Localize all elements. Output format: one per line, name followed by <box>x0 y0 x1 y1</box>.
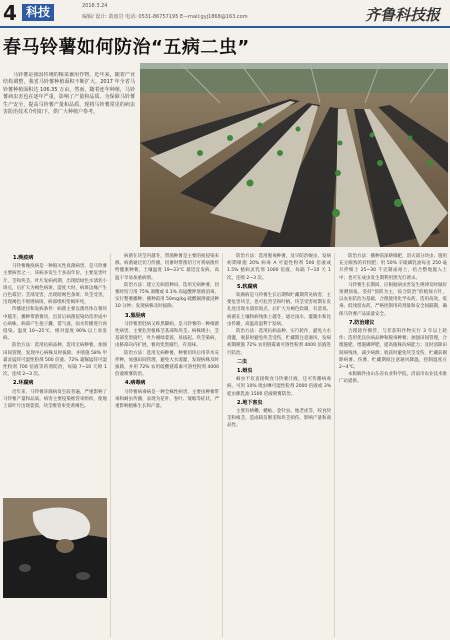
section-heading: 4.病毒病 <box>125 380 146 387</box>
body-paragraph: 马铃薯病毒病是一种全株性病害，主要由种薯带毒和蚜虫传播，表现为花叶、卷叶、皱缩等症状，严重影响植株生长和产量。 <box>115 389 219 410</box>
body-paragraph: 防治方法：选用脱毒种薯，及早防治蚜虫，发病初期喷施 20% 病毒 A 可湿性粉剂 500 倍液或 1.5% 植病灵乳剂 1000 倍液，每隔 7~10 天 1 次，连喷 2~3 次。 <box>227 254 331 281</box>
section-heading: 2.地下害虫 <box>237 399 263 406</box>
body-paragraph: 近年来，马铃薯环腐病发生较普遍，严重影响了马铃薯产量和品质。病害主要侵染维管束组织，使地上部叶片出现萎蔫，块茎维管束变黄褐色。 <box>3 389 107 410</box>
body-paragraph: 防治方法：选用抗病品种，选用无病种薯，加强田间管理，发现中心病株及时拔除，并喷施 58% 甲霜灵锰锌可湿性粉剂 500 倍液、72% 霜脲锰锌可湿性粉剂 700 倍液等药剂防治，每隔 7~10 天喷 1 次，连续 2~3 次。 <box>3 343 107 378</box>
issue-date: 2018.3.24 <box>82 3 108 9</box>
header-rule <box>0 26 450 28</box>
body-paragraph: 合理轮作倒茬，与非茄科作物实行 3 年以上轮作；选用优良抗病品种和脱毒种薯；加强田间管理，合理施肥，增施磷钾肥，提高植株抗病能力；及时清除田间病残体，减少病源；收获时避免块茎受伤，贮藏前剔除病薯、伤薯，贮藏期间注意通风降温，控制温度在 2~4℃。 <box>339 329 447 371</box>
article-headline: 春马铃薯如何防治“五病二虫” <box>3 37 250 58</box>
article-column-2 <box>115 253 219 635</box>
body-paragraph: 防治方法：建立无病留种田，选用无病种薯，切薯时切刀用 75% 酒精或 0.1% 高锰酸钾溶液消毒，实行整薯播种；播种前用 50mg/kg 硫酸铜溶液浸种 10 分钟；发现病株及时拔除。 <box>115 282 219 310</box>
section-heading: 二虫 <box>237 358 248 365</box>
body-paragraph: 传播途径和发病条件：病菌主要以菌丝体在薯块中越冬，播种带菌薯块，出苗后病菌侵染幼苗形成中心病株，病部产生孢子囊，借气流、雨水传播进行再侵染。温度 10~25℃，相对湿度 90% 以上易发病。 <box>3 307 107 342</box>
article-column-3 <box>227 253 331 635</box>
body-paragraph: 防治方法：选用无病种薯，种薯切块后用草木灰拌种，加强田间管理，避免大水漫灌，发现病株及时拔除，并用 72% 农用硫酸链霉素可溶性粉剂 4000 倍液喷雾防治。 <box>115 350 219 378</box>
body-paragraph: 马铃薯晚疫病是一种毁灭性真菌病害，是马铃薯主要病害之一，该病多发生于多雨年份，主要危害叶片、茎和块茎。叶片发病初期，出现暗绿色水渍状小斑点，后扩大为褐色病斑，湿度大时，病斑边缘产生白色霉层；茎部受害，出现暗褐色条斑；块茎受害，出现褐色不规则病斑，病部组织变褐坏死。 <box>3 264 107 306</box>
newspaper-masthead: 齐鲁科技报 <box>364 6 440 24</box>
body-paragraph: 本版稿件由山东省农业科学院、济南市农业技术推广站提供。 <box>339 372 447 385</box>
body-paragraph: 病菌在块茎内越冬，带菌种薯是主要的初侵染来源。病菌通过切刀传播，切薯时带菌切刀可将病菌传给健康种薯。土壤温度 19~23℃ 最适宜发病，高温干旱易加重病情。 <box>115 254 219 281</box>
article-column-4 <box>339 253 447 635</box>
section-heading: 1.蚜虫 <box>237 368 253 375</box>
body-paragraph: 主要有蛴螬、蝼蛄、金针虫、地老虎等，咬食块茎和根茎，造成缺苗断垄和块茎损伤，影响产量和商品性。 <box>227 409 331 429</box>
seed-potato-photo <box>3 498 107 598</box>
section-heading: 5.软腐病 <box>237 283 258 290</box>
section-heading: 2.环腐病 <box>13 380 34 387</box>
page-header <box>0 0 450 26</box>
body-paragraph: 防治方法：播种前深耕细耙，消灭部分幼虫；施用充分腐熟的有机肥；用 50% 辛硫磷乳油每亩 250 毫升拌细土 25~30 千克制成毒土，结合整地施入土中；也可在成虫发生期利用黑光灯诱杀。 <box>339 254 447 281</box>
article-intro: 马铃薯是我国传统的粮菜兼用作物，近年来，随着产业结构调整，我省马铃薯种植面积不断扩大，2017 年全省马铃薯种植面积达 106.35 万亩，然而，随着连年种植，马铃薯病虫害也在逐年严重，影响了产量和品质。为保障马铃薯生产安全，提高马铃薯产量和品质，现将马铃薯常见的病虫害防治技术介绍如下，供广大种植户参考。 <box>3 72 135 116</box>
body-paragraph: 马铃薯黑胫病又称黑脚病，是马铃薯的一种细菌性病害，主要危害植株茎基部和块茎。病株矮小，茎基部变黑腐烂，叶片褪绿萎蔫，易拔起。块茎染病，由脐部向内扩展，薯肉变黑腐烂，有臭味。 <box>115 321 219 349</box>
column-divider <box>334 253 335 637</box>
potato-field-photo <box>140 63 448 247</box>
body-paragraph: 软腐病是马铃薯生长后期和贮藏期常见病害，主要危害块茎，也可危害茎和叶柄。块茎受害初期在皮孔处出现水渍状斑点，后扩大为褐色软腐，有恶臭。病菌在土壤和病残体上越冬，通过雨水、灌溉水和昆虫传播，高温高湿利于发病。 <box>227 293 331 327</box>
section-heading: 1.晚疫病 <box>13 255 34 261</box>
section-heading: 7.防治建议 <box>349 319 375 326</box>
page-number: 4 <box>3 1 17 25</box>
column-divider <box>222 253 223 637</box>
body-paragraph: 蚜虫不仅直接吸食马铃薯汁液，还可传播病毒病，可用 10% 吡虫啉可湿性粉剂 2000 倍液或 3% 啶虫脒乳油 1500 倍液喷雾防治。 <box>227 377 331 397</box>
editor-info: 编辑/ 设计: 葛雨岩 电话: 0531-86757195 E—mail:gyj1868@163.com <box>82 14 248 20</box>
section-heading: 3.黑胫病 <box>125 312 146 319</box>
section-tag: 科技 <box>22 4 54 21</box>
column-divider <box>110 253 111 637</box>
body-paragraph: 马铃薯生长期间，应根据病虫害发生规律及时做好预测预报，坚持“预防为主，综合防治”的植保方针，以农业防治为基础，合理使用化学农药，选用高效、低毒、低残留农药，严格控制用药剂量和安全间隔期，确保马铃薯产品质量安全。 <box>339 282 447 317</box>
body-paragraph: 防治方法：选用抗病品种，实行轮作，避免大水漫灌，收获时避免块茎受伤，贮藏期注意通风，发病初期喷施 72% 农用链霉素可溶性粉剂 4000 倍液进行防治。 <box>227 329 331 356</box>
